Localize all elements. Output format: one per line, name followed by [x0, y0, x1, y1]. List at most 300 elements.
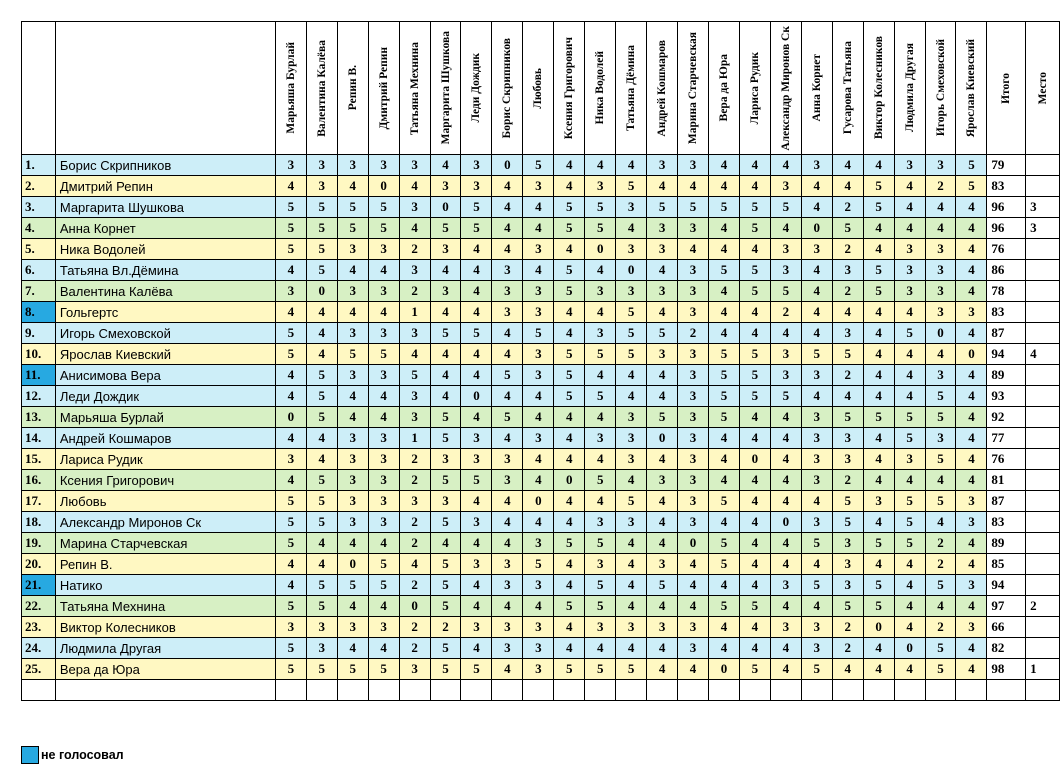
score-cell: 3 — [801, 470, 832, 491]
row-number: 14. — [22, 428, 56, 449]
score-cell: 3 — [337, 512, 368, 533]
score-cell: 4 — [956, 239, 987, 260]
score-cell: 4 — [492, 344, 523, 365]
score-cell: 3 — [492, 302, 523, 323]
score-cell: 4 — [430, 386, 461, 407]
rating-table — [21, 21, 1060, 701]
score-cell: 1 — [399, 302, 430, 323]
score-cell: 5 — [461, 323, 492, 344]
score-cell: 4 — [275, 470, 306, 491]
score-cell: 3 — [399, 407, 430, 428]
column-header-label: Любовь — [532, 67, 545, 109]
score-cell: 4 — [956, 407, 987, 428]
score-cell: 3 — [368, 491, 399, 512]
score-cell: 4 — [647, 533, 678, 554]
score-cell: 4 — [708, 512, 739, 533]
score-cell: 0 — [647, 428, 678, 449]
score-cell: 5 — [337, 197, 368, 218]
score-cell: 4 — [585, 638, 616, 659]
score-cell: 3 — [801, 449, 832, 470]
participant-name: Анисимова Вера — [55, 365, 275, 386]
score-cell: 3 — [368, 449, 399, 470]
score-cell: 0 — [770, 512, 801, 533]
score-cell: 4 — [739, 323, 770, 344]
score-cell: 5 — [894, 323, 925, 344]
score-cell: 0 — [554, 470, 585, 491]
score-cell: 4 — [956, 638, 987, 659]
score-cell: 5 — [863, 176, 894, 197]
score-cell: 4 — [678, 239, 709, 260]
row-number: 16. — [22, 470, 56, 491]
place-cell: 3 — [1026, 218, 1060, 239]
row-number: 8. — [22, 302, 56, 323]
score-cell: 5 — [832, 407, 863, 428]
score-cell: 3 — [275, 281, 306, 302]
score-cell: 4 — [492, 533, 523, 554]
legend-label: не голосовал — [41, 748, 124, 762]
total-cell: 66 — [987, 617, 1026, 638]
participant-name: Александр Миронов Ск — [55, 512, 275, 533]
row-number: 25. — [22, 659, 56, 680]
score-cell: 4 — [770, 407, 801, 428]
score-cell: 5 — [492, 365, 523, 386]
score-cell: 4 — [739, 554, 770, 575]
score-cell: 4 — [492, 659, 523, 680]
participant-name: Лариса Рудик — [55, 449, 275, 470]
score-cell: 5 — [925, 386, 956, 407]
score-cell: 3 — [492, 554, 523, 575]
score-cell: 4 — [863, 449, 894, 470]
table-row — [22, 512, 1060, 533]
score-cell: 4 — [770, 218, 801, 239]
score-cell: 4 — [739, 239, 770, 260]
score-cell: 4 — [337, 596, 368, 617]
score-cell: 4 — [306, 554, 337, 575]
participant-name: Марьяша Бурлай — [55, 407, 275, 428]
total-cell: 96 — [987, 218, 1026, 239]
score-cell: 4 — [956, 428, 987, 449]
empty-cell — [925, 680, 956, 701]
score-cell: 3 — [492, 575, 523, 596]
participant-name: Марина Старчевская — [55, 533, 275, 554]
score-cell: 4 — [739, 638, 770, 659]
score-cell: 4 — [306, 323, 337, 344]
empty-cell — [585, 680, 616, 701]
score-cell: 3 — [523, 344, 554, 365]
score-cell: 5 — [430, 323, 461, 344]
score-cell: 4 — [616, 575, 647, 596]
place-cell: 3 — [1026, 197, 1060, 218]
score-cell: 5 — [708, 365, 739, 386]
score-cell: 4 — [554, 617, 585, 638]
place-cell — [1026, 533, 1060, 554]
score-cell: 4 — [956, 281, 987, 302]
score-cell: 3 — [585, 554, 616, 575]
score-cell: 2 — [925, 533, 956, 554]
score-cell: 4 — [894, 659, 925, 680]
place-cell: 2 — [1026, 596, 1060, 617]
score-cell: 2 — [399, 470, 430, 491]
score-cell: 3 — [647, 239, 678, 260]
score-cell: 3 — [368, 281, 399, 302]
score-cell: 3 — [337, 428, 368, 449]
column-header — [801, 22, 832, 155]
score-cell: 5 — [337, 218, 368, 239]
place-cell — [1026, 428, 1060, 449]
score-cell: 4 — [770, 638, 801, 659]
score-cell: 4 — [956, 533, 987, 554]
score-cell: 5 — [708, 533, 739, 554]
participant-name: Дмитрий Репин — [55, 176, 275, 197]
score-cell: 5 — [832, 344, 863, 365]
legend — [21, 746, 124, 764]
column-header-label: Татьяна Мехнина — [408, 41, 421, 135]
table-row — [22, 533, 1060, 554]
score-cell: 4 — [647, 596, 678, 617]
score-cell: 0 — [925, 323, 956, 344]
score-cell: 2 — [399, 239, 430, 260]
table-row — [22, 155, 1060, 176]
score-cell: 5 — [306, 470, 337, 491]
score-cell: 3 — [770, 344, 801, 365]
score-cell: 2 — [925, 176, 956, 197]
score-cell: 4 — [554, 638, 585, 659]
score-cell: 3 — [801, 638, 832, 659]
score-cell: 4 — [770, 596, 801, 617]
column-header — [616, 22, 647, 155]
header-num-cell — [22, 22, 56, 155]
score-cell: 4 — [956, 470, 987, 491]
column-header-label: Татьяна Дёмина — [625, 45, 638, 131]
score-cell: 4 — [708, 428, 739, 449]
participant-name: Валентина Калёва — [55, 281, 275, 302]
score-cell: 3 — [585, 617, 616, 638]
score-cell: 4 — [523, 596, 554, 617]
score-cell: 0 — [399, 596, 430, 617]
score-cell: 5 — [554, 596, 585, 617]
score-cell: 4 — [801, 596, 832, 617]
total-cell: 83 — [987, 176, 1026, 197]
score-cell: 5 — [585, 596, 616, 617]
score-cell: 3 — [925, 302, 956, 323]
score-cell: 0 — [739, 449, 770, 470]
place-cell — [1026, 176, 1060, 197]
column-header — [399, 22, 430, 155]
score-cell: 3 — [801, 239, 832, 260]
score-cell: 3 — [368, 365, 399, 386]
score-cell: 2 — [832, 470, 863, 491]
score-cell: 3 — [616, 512, 647, 533]
score-cell: 3 — [925, 239, 956, 260]
score-cell: 4 — [492, 323, 523, 344]
column-header — [894, 22, 925, 155]
score-cell: 5 — [616, 344, 647, 365]
score-cell: 3 — [647, 281, 678, 302]
score-cell: 3 — [523, 239, 554, 260]
table-row — [22, 554, 1060, 575]
score-cell: 5 — [337, 659, 368, 680]
score-cell: 5 — [925, 659, 956, 680]
score-cell: 0 — [863, 617, 894, 638]
score-cell: 5 — [739, 281, 770, 302]
total-cell: 87 — [987, 323, 1026, 344]
score-cell: 5 — [554, 365, 585, 386]
score-cell: 4 — [956, 554, 987, 575]
place-cell — [1026, 470, 1060, 491]
score-cell: 2 — [925, 617, 956, 638]
score-cell: 3 — [647, 218, 678, 239]
table-row — [22, 449, 1060, 470]
column-header-label: Александр Миронов Ск — [779, 25, 792, 151]
score-cell: 4 — [368, 407, 399, 428]
table-row — [22, 239, 1060, 260]
table-row — [22, 491, 1060, 512]
score-cell: 3 — [585, 176, 616, 197]
score-cell: 2 — [399, 512, 430, 533]
score-cell: 4 — [739, 575, 770, 596]
score-cell: 5 — [616, 176, 647, 197]
score-cell: 3 — [678, 512, 709, 533]
table-body — [22, 22, 1060, 701]
score-cell: 3 — [337, 239, 368, 260]
score-cell: 3 — [337, 449, 368, 470]
score-cell: 4 — [925, 218, 956, 239]
score-cell: 5 — [863, 407, 894, 428]
score-cell: 3 — [306, 638, 337, 659]
score-cell: 4 — [337, 386, 368, 407]
score-cell: 3 — [399, 197, 430, 218]
score-cell: 4 — [430, 302, 461, 323]
score-cell: 3 — [925, 281, 956, 302]
score-cell: 3 — [275, 617, 306, 638]
score-cell: 2 — [678, 323, 709, 344]
score-cell: 4 — [708, 281, 739, 302]
score-cell: 4 — [863, 554, 894, 575]
table-row — [22, 428, 1060, 449]
score-cell: 4 — [337, 302, 368, 323]
table-row — [22, 323, 1060, 344]
score-cell: 4 — [708, 323, 739, 344]
column-header-label: Марина Старчевская — [687, 31, 699, 145]
score-cell: 0 — [678, 533, 709, 554]
score-cell: 3 — [368, 155, 399, 176]
column-header — [925, 22, 956, 155]
score-cell: 5 — [647, 407, 678, 428]
score-cell: 5 — [801, 533, 832, 554]
score-cell: 5 — [708, 491, 739, 512]
score-cell: 4 — [306, 449, 337, 470]
score-cell: 4 — [770, 428, 801, 449]
score-cell: 0 — [337, 554, 368, 575]
score-cell: 5 — [739, 260, 770, 281]
score-cell: 3 — [863, 491, 894, 512]
score-cell: 4 — [647, 512, 678, 533]
score-cell: 4 — [708, 470, 739, 491]
score-cell: 4 — [430, 155, 461, 176]
score-cell: 3 — [801, 365, 832, 386]
column-header-label: Игорь Смеховской — [934, 39, 947, 137]
score-cell: 5 — [337, 344, 368, 365]
score-cell: 5 — [430, 470, 461, 491]
place-cell — [1026, 554, 1060, 575]
score-cell: 5 — [739, 344, 770, 365]
score-cell: 4 — [832, 176, 863, 197]
score-cell: 3 — [585, 323, 616, 344]
column-header-label: Леди Дождик — [470, 53, 483, 123]
row-number: 21. — [22, 575, 56, 596]
score-cell: 3 — [337, 470, 368, 491]
score-cell: 3 — [956, 491, 987, 512]
score-cell: 4 — [523, 197, 554, 218]
score-cell: 3 — [770, 617, 801, 638]
participant-name: Маргарита Шушкова — [55, 197, 275, 218]
score-cell: 5 — [708, 344, 739, 365]
score-cell: 4 — [399, 218, 430, 239]
empty-cell — [801, 680, 832, 701]
score-cell: 4 — [399, 344, 430, 365]
score-cell: 4 — [616, 554, 647, 575]
score-cell: 3 — [399, 659, 430, 680]
score-cell: 4 — [306, 428, 337, 449]
total-cell: 94 — [987, 344, 1026, 365]
score-cell: 5 — [461, 659, 492, 680]
empty-cell — [22, 680, 56, 701]
row-number: 3. — [22, 197, 56, 218]
score-cell: 2 — [832, 617, 863, 638]
score-cell: 3 — [585, 428, 616, 449]
empty-cell — [987, 680, 1026, 701]
score-cell: 4 — [708, 638, 739, 659]
score-cell: 5 — [925, 638, 956, 659]
score-cell: 4 — [770, 155, 801, 176]
score-cell: 5 — [801, 575, 832, 596]
score-cell: 5 — [430, 428, 461, 449]
score-cell: 5 — [399, 365, 430, 386]
row-number: 1. — [22, 155, 56, 176]
score-cell: 4 — [368, 533, 399, 554]
score-cell: 5 — [306, 365, 337, 386]
score-cell: 5 — [430, 659, 461, 680]
score-cell: 5 — [275, 659, 306, 680]
score-cell: 3 — [523, 638, 554, 659]
table-row — [22, 344, 1060, 365]
score-cell: 4 — [894, 617, 925, 638]
column-header-label: Репин В. — [346, 65, 359, 111]
score-cell: 4 — [770, 470, 801, 491]
score-cell: 5 — [832, 218, 863, 239]
score-cell: 5 — [801, 344, 832, 365]
total-cell: 76 — [987, 449, 1026, 470]
score-cell: 3 — [616, 281, 647, 302]
score-cell: 4 — [863, 218, 894, 239]
score-cell: 4 — [863, 344, 894, 365]
row-number: 5. — [22, 239, 56, 260]
score-cell: 3 — [925, 428, 956, 449]
empty-cell — [337, 680, 368, 701]
score-cell: 5 — [306, 218, 337, 239]
score-cell: 2 — [399, 638, 430, 659]
column-header-label: Людмила Другая — [903, 43, 916, 133]
score-cell: 4 — [678, 554, 709, 575]
score-cell: 3 — [399, 386, 430, 407]
score-cell: 3 — [647, 155, 678, 176]
empty-cell — [492, 680, 523, 701]
table-row — [22, 218, 1060, 239]
table-row — [22, 638, 1060, 659]
score-cell: 4 — [678, 176, 709, 197]
empty-cell — [306, 680, 337, 701]
column-header — [554, 22, 585, 155]
place-cell — [1026, 281, 1060, 302]
column-header — [492, 22, 523, 155]
place-cell — [1026, 407, 1060, 428]
score-cell: 4 — [647, 386, 678, 407]
score-cell: 2 — [770, 302, 801, 323]
score-cell: 4 — [770, 491, 801, 512]
score-cell: 3 — [678, 365, 709, 386]
score-cell: 4 — [523, 512, 554, 533]
score-cell: 5 — [801, 659, 832, 680]
score-cell: 0 — [585, 239, 616, 260]
score-cell: 4 — [863, 470, 894, 491]
score-cell: 4 — [647, 365, 678, 386]
table-row — [22, 575, 1060, 596]
score-cell: 4 — [770, 533, 801, 554]
row-number: 6. — [22, 260, 56, 281]
score-cell: 3 — [337, 617, 368, 638]
score-cell: 4 — [554, 491, 585, 512]
empty-cell — [430, 680, 461, 701]
score-cell: 3 — [894, 239, 925, 260]
score-cell: 4 — [801, 302, 832, 323]
score-cell: 4 — [275, 260, 306, 281]
row-number: 13. — [22, 407, 56, 428]
score-cell: 4 — [739, 302, 770, 323]
column-header — [708, 22, 739, 155]
score-cell: 4 — [461, 344, 492, 365]
score-cell: 4 — [956, 218, 987, 239]
total-cell: 82 — [987, 638, 1026, 659]
score-cell: 3 — [616, 449, 647, 470]
score-cell: 4 — [337, 638, 368, 659]
score-cell: 3 — [430, 239, 461, 260]
score-cell: 4 — [368, 386, 399, 407]
total-cell: 81 — [987, 470, 1026, 491]
table-row — [22, 407, 1060, 428]
score-cell: 3 — [523, 365, 554, 386]
total-cell: 94 — [987, 575, 1026, 596]
score-cell: 2 — [832, 281, 863, 302]
column-header — [987, 22, 1026, 155]
column-header — [523, 22, 554, 155]
place-cell — [1026, 302, 1060, 323]
score-cell: 4 — [863, 302, 894, 323]
score-cell: 5 — [708, 596, 739, 617]
score-cell: 4 — [554, 302, 585, 323]
table-row — [22, 365, 1060, 386]
total-cell: 76 — [987, 239, 1026, 260]
score-cell: 5 — [430, 218, 461, 239]
score-cell: 0 — [616, 260, 647, 281]
column-header-label: Гусарова Татьяна — [841, 41, 854, 135]
place-cell — [1026, 617, 1060, 638]
score-cell: 3 — [492, 260, 523, 281]
score-cell: 4 — [863, 638, 894, 659]
score-cell: 3 — [678, 638, 709, 659]
score-cell: 2 — [832, 365, 863, 386]
score-cell: 4 — [585, 302, 616, 323]
score-cell: 3 — [461, 428, 492, 449]
